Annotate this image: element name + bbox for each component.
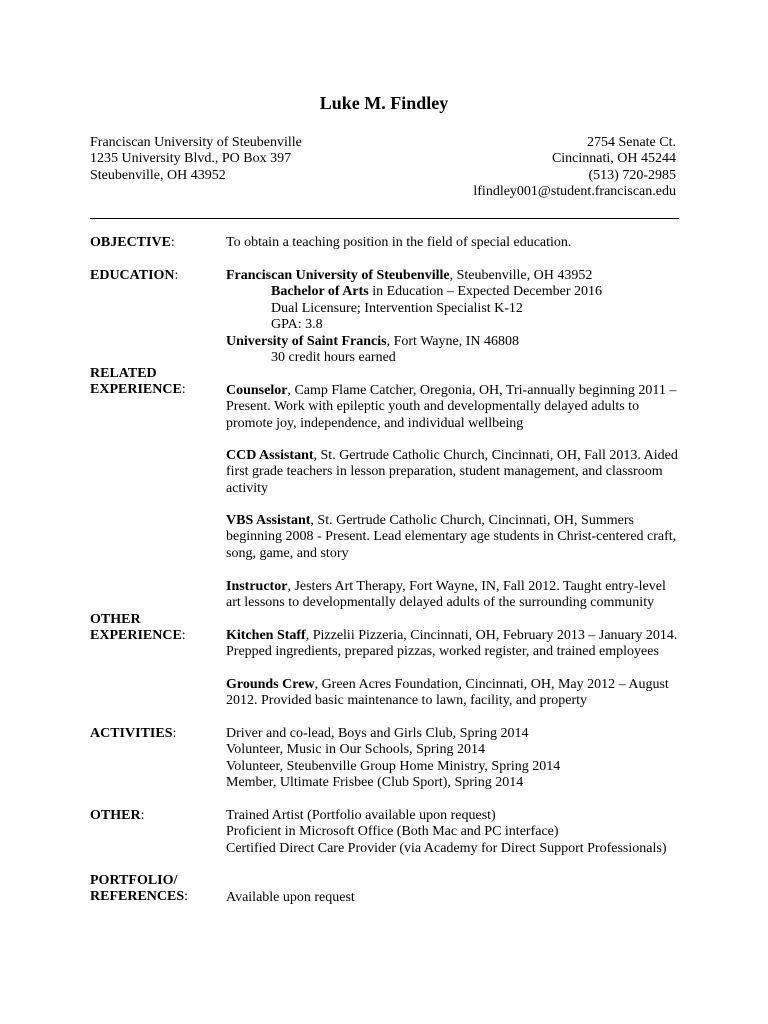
other-item: Trained Artist (Portfolio available upon request) xyxy=(226,808,496,823)
degree: Bachelor of Arts in Education – Expected December 2016 xyxy=(271,284,602,300)
experience-entry: Grounds Crew, Green Acres Foundation, Cincinnati, OH, May 2012 – August 2012. Provided basic maintenance to lawn, facility, and property xyxy=(226,677,669,709)
experience-entry: CCD Assistant, St. Gertrude Catholic Church, Cincinnati, OH, Fall 2013. Aided first grade teachers in lesson preparation, student management, and classroom activity xyxy=(226,448,678,496)
other-label: OTHER: xyxy=(90,808,145,823)
experience-entry: Kitchen Staff, Pizzelii Pizzeria, Cincinnati, OH, February 2013 – January 2014. Prepped ingredients, prepared pizzas, worked register, and trained employees xyxy=(226,628,678,660)
other-list xyxy=(226,808,678,857)
other-item: Certified Direct Care Provider (via Academy for Direct Support Professionals) xyxy=(226,840,667,856)
objective-text: To obtain a teaching position in the field of special education. xyxy=(226,235,572,250)
activity-item: Volunteer, Steubenville Group Home Ministry, Spring 2014 xyxy=(226,758,561,774)
activities-label: ACTIVITIES: xyxy=(90,726,177,741)
activity-item: Volunteer, Music in Our Schools, Spring 2014 xyxy=(226,742,485,758)
other-experience-label: OTHER EXPERIENCE: xyxy=(90,612,186,644)
home-address xyxy=(473,135,676,201)
related-experience-label: RELATED EXPERIENCE: xyxy=(90,366,186,398)
experience-entry: Counselor, Camp Flame Catcher, Oregonia, OH, Tri-annually beginning 2011 – Present. Work with epileptic youth and developmentally delayed adults to promote joy, independence, and individual wellbeing xyxy=(226,383,677,431)
experience-entry: Instructor, Jesters Art Therapy, Fort Wayne, IN, Fall 2012. Taught entry-level art lessons to developmentally delayed adults of the surrounding community xyxy=(226,579,666,611)
portfolio-text: Available upon request xyxy=(226,890,355,905)
credits: 30 credit hours earned xyxy=(271,350,396,366)
phone-number: (513) 720-2985 xyxy=(588,167,676,183)
header-divider xyxy=(90,218,679,219)
home-address-line: Cincinnati, OH 45244 xyxy=(551,151,676,167)
other-item: Proficient in Microsoft Office (Both Mac and PC interface) xyxy=(226,824,559,840)
gpa: GPA: 3.8 xyxy=(271,317,323,333)
education-label: EDUCATION: xyxy=(90,268,179,283)
school-1: Franciscan University of Steubenville, Steubenville, OH 43952 xyxy=(226,268,593,283)
email-address: lfindley001@student.franciscan.edu xyxy=(473,184,676,200)
school-address xyxy=(90,135,302,184)
experience-entry: VBS Assistant, St. Gertrude Catholic Church, Cincinnati, OH, Summers beginning 2008 - Present. Lead elementary age students in Christ-centered craft, song, game, and story xyxy=(226,513,677,561)
resume-name: Luke M. Findley xyxy=(319,93,449,113)
portfolio-references-label: PORTFOLIO/ REFERENCES: xyxy=(90,873,189,905)
activities-list xyxy=(226,726,678,792)
school-address-line: Steubenville, OH 43952 xyxy=(90,167,226,183)
objective-label: OBJECTIVE: xyxy=(90,235,175,250)
school-2: University of Saint Francis, Fort Wayne, IN 46808 xyxy=(226,333,519,349)
activity-item: Member, Ultimate Frisbee (Club Sport), Spring 2014 xyxy=(226,775,524,791)
activity-item: Driver and co-lead, Boys and Girls Club, Spring 2014 xyxy=(226,726,529,741)
school-address-line: 1235 University Blvd., PO Box 397 xyxy=(90,151,292,167)
licensure: Dual Licensure; Intervention Specialist K-12 xyxy=(271,300,523,316)
education-section xyxy=(226,268,678,366)
school-address-line: Franciscan University of Steubenville xyxy=(90,135,302,150)
home-address-line: 2754 Senate Ct. xyxy=(586,135,676,150)
